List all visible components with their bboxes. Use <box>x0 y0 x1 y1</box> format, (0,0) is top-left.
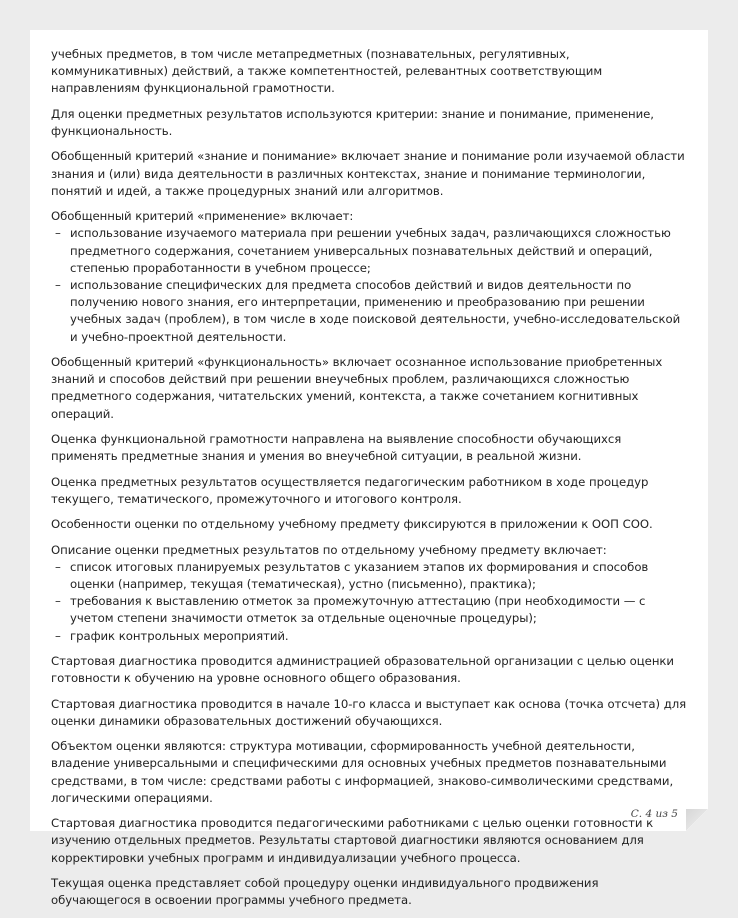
paragraph: Описание оценки предметных результатов по отдельному учебному предмету включает: <box>51 542 607 557</box>
document-body <box>51 46 689 918</box>
paragraph: Обобщенный критерий «функциональность» включает осознанное использование приобретенных знаний и способов действий при решении внеучебных проблем, различающихся сложностью предметного содержания, читательских умений, контекста, а также сочетанием когнитивных операций. <box>51 355 663 421</box>
bullet-list <box>51 225 689 345</box>
paragraph: Обобщенный критерий «применение» включает: <box>51 209 354 224</box>
paragraph: Текущая оценка представляет собой процедуру оценки индивидуального продвижения обучающегося в освоении программы учебного предмета. <box>51 875 599 908</box>
paragraph: учебных предметов, в том числе метапредметных (познавательных, регулятивных, коммуникативных) действий, а также компетентностей, релевантных соответствующим направлениям функциональной грамотности. <box>51 47 603 96</box>
page-number: С. 4 из 5 <box>630 808 678 820</box>
document-page <box>30 30 708 908</box>
list-item: – график контрольных мероприятий. <box>51 628 689 645</box>
paragraph: Объектом оценки являются: структура мотивации, сформированность учебной деятельности, владение универсальными и специфическими для основных учебных предметов познавательными средствами, в том числе: средствами работы с информацией, знаково-символическими средствами, логическими операциями. <box>51 739 674 805</box>
paragraph: Стартовая диагностика проводится в начале 10-го класса и выступает как основа (точка отсчета) для оценки динамики образовательных достижений обучающихся. <box>51 696 687 728</box>
paragraph: Особенности оценки по отдельному учебному предмету фиксируются в приложении к ООП СОО. <box>51 517 653 532</box>
paragraph: Оценка функциональной грамотности направлена на выявление способности обучающихся применять предметные знания и умения во внеучебной ситуации, в реальной жизни. <box>51 432 622 464</box>
paragraph: Обобщенный критерий «знание и понимание» включает знание и понимание роли изучаемой области знания и (или) вида деятельности в различных контекстах, знание и понимание терминологии, понятий и идей, а также процедурных знаний или алгоритмов. <box>51 149 685 198</box>
paragraph: Оценка предметных результатов осуществляется педагогическим работником в ходе процедур текущего, тематического, промежуточного и итогового контроля. <box>51 474 649 506</box>
bullet-list <box>51 559 689 645</box>
paragraph: Стартовая диагностика проводится администрацией образовательной организации с целью оценки готовности к обучению на уровне основного общего образования. <box>51 653 674 686</box>
list-item: – использование изучаемого материала при решении учебных задач, различающихся сложностью предметного содержания, сочетанием универсальных познавательных действий и операций, степенью проработанности в учебном процессе; <box>51 225 689 277</box>
list-item: – требования к выставлению отметок за промежуточную аттестацию (при необходимости — с учетом степени значимости отметок за отдельные оценочные процедуры); <box>51 593 689 627</box>
paragraph: Стартовая диагностика проводится педагогическими работниками с целью оценки готовности к изучению отдельных предметов. Результаты стартовой диагностики являются основанием для корректировки учебных программ и индивидуализации учебного процесса. <box>51 816 654 865</box>
page-fold-cutout <box>686 809 708 831</box>
list-item: – список итоговых планируемых результатов с указанием этапов их формирования и способов оценки (например, текущая (тематическая), устно (письменно), практика); <box>51 559 689 593</box>
list-item: – использование специфических для предмета способов действий и видов деятельности по получению нового знания, его интерпретации, применению и преобразованию при решении учебных задач (проблем), в том числе в ходе поисковой деятельности, учебно-исследовательской и учебно-проектной деятельности. <box>51 277 689 346</box>
paragraph: Для оценки предметных результатов используются критерии: знание и понимание, применение, функциональность. <box>51 106 654 138</box>
